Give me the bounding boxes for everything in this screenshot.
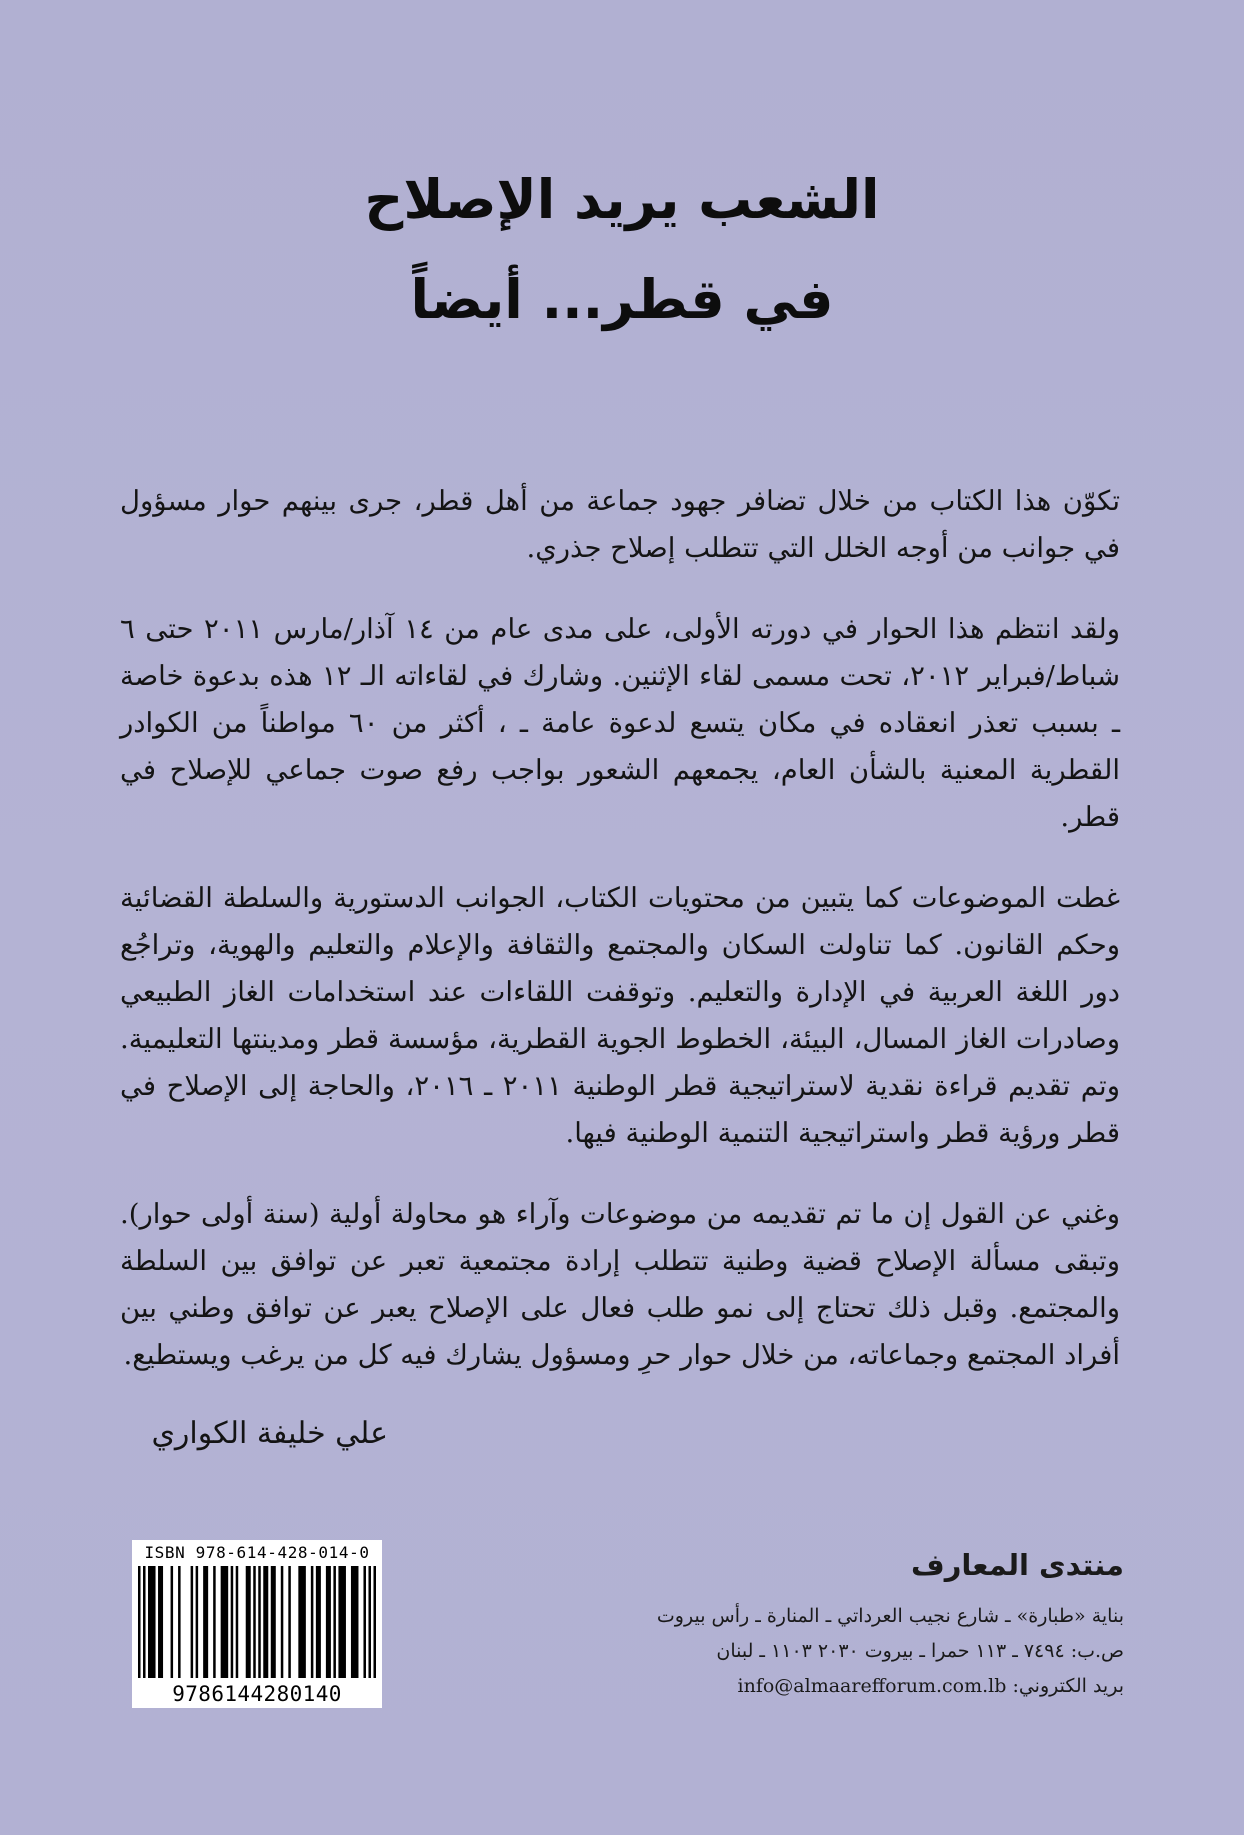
blurb — [120, 478, 1120, 1413]
barcode-digits: 9786144280140 — [172, 1682, 342, 1706]
barcode-bar-19 — [288, 1566, 291, 1678]
barcode-bar-20 — [298, 1566, 306, 1678]
barcode-bar-24 — [333, 1566, 336, 1678]
book-title — [0, 150, 1244, 350]
title-line-1: الشعب يريد الإصلاح — [364, 168, 880, 231]
author-name: علي خليفة الكواري — [151, 1416, 388, 1451]
barcode-bar-4 — [171, 1566, 174, 1678]
blurb-paragraph-4: وغني عن القول إن ما تم تقديمه من موضوعات وآراء هو محاولة أولية (سنة أولى حوار). وتبقى مسألة الإصلاح قضية وطنية تتطلب إرادة مجتمعية تعبر عن توافق بين السلطة والمجتمع. وقبل ذلك تحتاج إلى نمو طلب فعال على الإصلاح يعبر عن توافق وطني بين أفراد المجتمع وجماعاته، من خلال حوار حرِ ومسؤول يشارك فيه كل من يرغب ويستطيع. — [120, 1198, 1120, 1371]
barcode-bar-5 — [178, 1566, 181, 1678]
barcode-bars — [138, 1566, 376, 1684]
title-line-2: في قطر... أيضاً — [410, 268, 834, 331]
blurb-paragraph-3: غطت الموضوعات كما يتبين من محتويات الكتاب، الجوانب الدستورية والسلطة القضائية وحكم القانون. كما تناولت السكان والمجتمع والثقافة والإعلام والتعليم والهوية، وتراجُع دور اللغة العربية في الإدارة والتعليم. وتوقفت اللقاءات عند استخدامات الغاز الطبيعي وصادرات الغاز المسال، البيئة، الخطوط الجوية القطرية، مؤسسة قطر ومدينتها التعليمية. وتم تقديم قراءة نقدية لاستراتيجية قطر الوطنية ٢٠١١ ـ ٢٠١٦، والحاجة إلى الإصلاح في قطر ورؤية قطر واستراتيجية التنمية الوطنية فيها. — [120, 882, 1120, 1149]
publisher-pobox: ص.ب: ٧٤٩٤ ـ ١١٣ حمرا ـ بيروت ٢٠٣٠ ١١٠٣ ـ لبنان — [716, 1640, 1124, 1662]
barcode-bar-28 — [368, 1566, 371, 1678]
publisher-block — [604, 1545, 1124, 1704]
barcode-bar-7 — [196, 1566, 199, 1678]
publisher-name: منتدى المعارف — [911, 1548, 1124, 1582]
publisher-email: info@almaarefforum.com.lb — [737, 1675, 1007, 1697]
barcode-bar-16 — [263, 1566, 268, 1678]
barcode-bar-0 — [138, 1566, 141, 1678]
publisher-address: بناية «طبارة» ـ شارع نجيب العرداتي ـ المنارة ـ رأس بيروت — [656, 1605, 1124, 1627]
barcode-bar-22 — [316, 1566, 321, 1678]
barcode-bar-26 — [351, 1566, 359, 1678]
barcode-bar-14 — [253, 1566, 256, 1678]
email-label: بريد الكتروني: — [1012, 1675, 1124, 1697]
barcode-bar-12 — [236, 1566, 239, 1678]
barcode-bar-21 — [311, 1566, 314, 1678]
barcode-bar-17 — [271, 1566, 276, 1678]
barcode-bar-6 — [191, 1566, 194, 1678]
barcode-bar-2 — [148, 1566, 156, 1678]
isbn-text: ISBN 978-614-428-014-0 — [144, 1543, 370, 1562]
barcode-bar-13 — [246, 1566, 251, 1678]
barcode-bar-23 — [326, 1566, 331, 1678]
barcode-bar-10 — [221, 1566, 229, 1678]
barcode-bar-8 — [203, 1566, 208, 1678]
publisher-email-line — [604, 1669, 1124, 1704]
barcode-bar-25 — [338, 1566, 346, 1678]
barcode-bar-18 — [281, 1566, 284, 1678]
barcode-bar-29 — [373, 1566, 376, 1678]
isbn-barcode — [132, 1540, 382, 1708]
barcode-bar-11 — [231, 1566, 234, 1678]
barcode-bar-1 — [143, 1566, 146, 1678]
blurb-paragraph-1: تكوّن هذا الكتاب من خلال تضافر جهود جماعة من أهل قطر، جرى بينهم حوار مسؤول في جوانب من أوجه الخلل التي تتطلب إصلاح جذري. — [120, 485, 1120, 564]
blurb-paragraph-2: ولقد انتظم هذا الحوار في دورته الأولى، على مدى عام من ١٤ آذار/مارس ٢٠١١ حتى ٦ شباط/فبراير ٢٠١٢، تحت مسمى لقاء الإثنين. وشارك في لقاءاته الـ ١٢ هذه بدعوة خاصة ـ بسبب تعذر انعقاده في مكان يتسع لدعوة عامة ـ ، أكثر من ٦٠ مواطناً من الكوادر القطرية المعنية بالشأن العام، يجمعهم الشعور بواجب رفع صوت جماعي للإصلاح في قطر. — [120, 613, 1121, 833]
barcode-bar-3 — [158, 1566, 163, 1678]
barcode-bar-15 — [258, 1566, 261, 1678]
barcode-bar-9 — [213, 1566, 216, 1678]
barcode-bar-27 — [363, 1566, 366, 1678]
